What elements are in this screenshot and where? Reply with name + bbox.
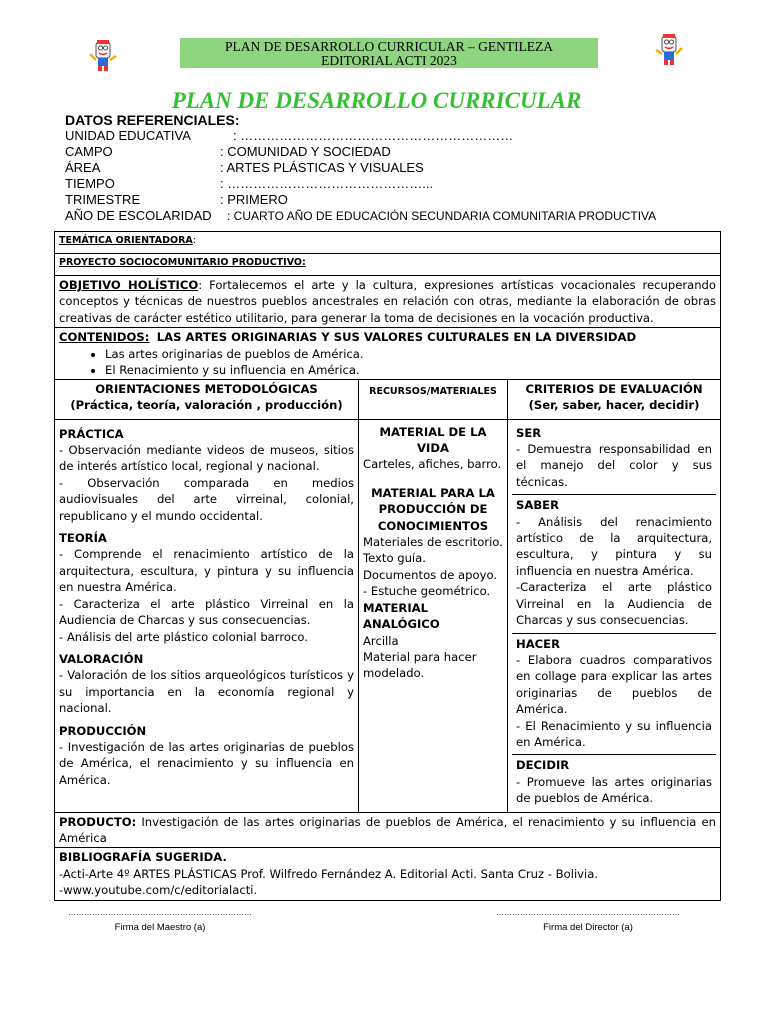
list-item: - Observación mediante videos de museos, sitios de interés artístico local, regional y nacional. — [59, 443, 354, 474]
datos-value: : ………………………………………... — [220, 176, 434, 191]
criterios-header-sub: (Ser, saber, hacer, decidir) — [528, 398, 700, 413]
section-title: PRÁCTICA — [59, 426, 124, 441]
objetivo-row — [55, 276, 721, 328]
producto-text: Investigación de las artes originarias de pueblos de América, el renacimiento y su influencia en América — [59, 814, 717, 845]
mascot-icon — [88, 38, 118, 72]
list-item: - Comprende el renacimiento artístico de la arquitectura, escultura, y pintura y su influencia en nuestra América. — [59, 547, 354, 595]
proyecto-row — [55, 254, 721, 276]
orientaciones-header — [55, 379, 359, 419]
criterio-block — [512, 421, 716, 496]
section-title: SER — [516, 425, 542, 440]
firma-director — [488, 908, 688, 933]
datos-value: : CUARTO AÑO DE EDUCACIÓN SECUNDARIA COMUNITARIA PRODUCTIVA — [227, 209, 657, 223]
list-item: -Caracteriza el arte plástico Virreinal en la Audiencia de Charcas y sus consecuencias. — [516, 580, 713, 628]
proyecto-label: PROYECTO SOCIOCOMUNITARIO PRODUCTIVO: — [59, 257, 306, 268]
objetivo-text: : Fortalecemos el arte y la cultura, expresiones artísticas vocacionales recuperando conceptos y técnicas de nuestros pueblos ancestrales en relación con otras, mediante la elaboración de obras creativas de carácter estético utilitario, para generar la toma de decisiones en la vocación productiva. — [59, 278, 717, 325]
datos-value: : PRIMERO — [220, 192, 288, 207]
section-title: MATERIAL ANALÓGICO — [363, 600, 440, 632]
list-item: • El Renacimiento y su influencia en América. — [105, 362, 716, 378]
section-title: SABER — [516, 498, 560, 513]
banner-line-1: PLAN DE DESARROLLO CURRICULAR – GENTILEZA — [224, 39, 554, 54]
list-item: Texto guía. — [363, 551, 426, 566]
plan-table — [54, 231, 721, 901]
criterios-header — [508, 379, 721, 419]
header-banner — [180, 38, 598, 68]
firma-maestro — [60, 908, 260, 933]
firma-maestro-label: Firma del Maestro (a) — [114, 922, 206, 933]
criterio-block — [512, 634, 716, 756]
banner-line-2: EDITORIAL ACTI 2023 — [321, 53, 457, 68]
list-item: - Caracteriza el arte plástico Virreinal en la Audiencia de Charcas y sus consecuencias. — [59, 596, 354, 628]
recursos-header: RECURSOS/MATERIALES — [359, 379, 508, 419]
section-title: MATERIAL DE LA VIDA — [379, 424, 487, 456]
list-item: - Elabora cuadros comparativos en collage para explicar las artes originarias de pueblos de América. — [516, 652, 713, 717]
section-title: DECIDIR — [516, 758, 570, 773]
producto-row — [55, 812, 721, 848]
section-title: TEORÍA — [59, 531, 107, 546]
list-item: - Investigación de las artes originarias de pueblos de América, el renacimiento y su influencia en América. — [59, 739, 354, 787]
recursos-cell — [359, 419, 508, 812]
contenidos-row — [55, 328, 721, 379]
criterio-block — [512, 495, 716, 633]
list-item: Material para hacer modelado. — [363, 649, 477, 681]
bibliografia-label: BIBLIOGRAFÍA SUGERIDA. — [59, 850, 227, 865]
page-title: PLAN DE DESARROLLO CURRICULAR — [171, 88, 582, 113]
criterios-header-title: CRITERIOS DE EVALUACIÓN — [525, 381, 703, 396]
criterio-block — [512, 755, 716, 810]
section-title: HACER — [516, 636, 561, 651]
mascot-icon — [654, 32, 684, 66]
datos-label: TRIMESTRE — [65, 192, 141, 207]
objetivo-label: OBJETIVO HOLÍSTICO — [59, 278, 199, 292]
tematica-label: TEMÁTICA ORIENTADORA — [59, 235, 193, 246]
datos-value: : COMUNIDAD Y SOCIEDAD — [220, 144, 391, 159]
list-item: - Análisis del arte plástico colonial barroco. — [59, 629, 308, 644]
datos-label: TIEMPO — [65, 176, 115, 191]
list-item: - Observación comparada en medios audiovisuales del arte virreinal, colonial, republicano y el mundo occidental. — [59, 475, 354, 523]
orientaciones-cell — [55, 419, 359, 812]
contenidos-title: LAS ARTES ORIGINARIAS Y SUS VALORES CULTURALES EN LA DIVERSIDAD — [156, 330, 637, 345]
criterios-cell — [508, 419, 721, 812]
datos-label: CAMPO — [65, 144, 113, 159]
section-title: MATERIAL PARA LA PRODUCCIÓN DE CONOCIMIENTOS — [371, 485, 495, 533]
section-title: VALORACIÓN — [59, 651, 144, 666]
datos-label: AÑO DE ESCOLARIDAD — [65, 208, 212, 223]
datos-label: UNIDAD EDUCATIVA — [65, 128, 191, 143]
contenidos-list — [59, 346, 716, 378]
orientaciones-header-sub: (Práctica, teoría, valoración , producción) — [70, 398, 343, 413]
datos-referenciales — [65, 112, 657, 224]
list-item: - Estuche geométrico. — [363, 584, 491, 599]
list-item: Arcilla — [363, 633, 399, 648]
contenidos-label: CONTENIDOS: — [59, 330, 150, 345]
tematica-row — [55, 232, 721, 254]
signature-line: …………………………………………………………… — [496, 908, 680, 917]
firma-director-label: Firma del Director (a) — [543, 922, 633, 933]
section-title: PRODUCCIÓN — [59, 723, 147, 738]
list-item: Carteles, afiches, barro. — [363, 457, 502, 472]
datos-heading: DATOS REFERENCIALES: — [65, 112, 240, 128]
list-item: -Acti-Arte 4º ARTES PLÁSTICAS Prof. Wilfredo Fernández A. Editorial Acti. Santa Cruz - Bolivia. — [59, 866, 599, 881]
bibliografia-row — [55, 848, 721, 900]
producto-label: PRODUCTO: — [59, 814, 137, 829]
tematica-suffix: : — [192, 235, 196, 246]
list-item: -www.youtube.com/c/editorialacti. — [59, 883, 258, 898]
list-item: - Promueve las artes originarias de pueblos de América. — [516, 774, 713, 806]
datos-value: : ……………………………………………………… — [233, 128, 514, 143]
datos-label: ÁREA — [65, 160, 101, 175]
orientaciones-header-title: ORIENTACIONES METODOLÓGICAS — [95, 381, 318, 396]
list-item: • Las artes originarias de pueblos de América. — [105, 346, 716, 362]
list-item: - Valoración de los sitios arqueológicos turísticos y su importancia en la economía regional y nacional. — [59, 668, 354, 716]
list-item: Documentos de apoyo. — [363, 567, 498, 582]
datos-value: : ARTES PLÁSTICAS Y VISUALES — [220, 160, 424, 175]
list-item: - El Renacimiento y su influencia en América. — [516, 718, 713, 749]
list-item: - Demuestra responsabilidad en el manejo del color y sus técnicas. — [516, 442, 713, 489]
signature-line: …………………………………………………………… — [68, 908, 252, 917]
list-item: - Análisis del renacimiento artístico de la arquitectura, escultura, y pintura y su influencia en nuestra América. — [516, 514, 713, 578]
list-item: Materiales de escritorio. — [363, 535, 503, 550]
